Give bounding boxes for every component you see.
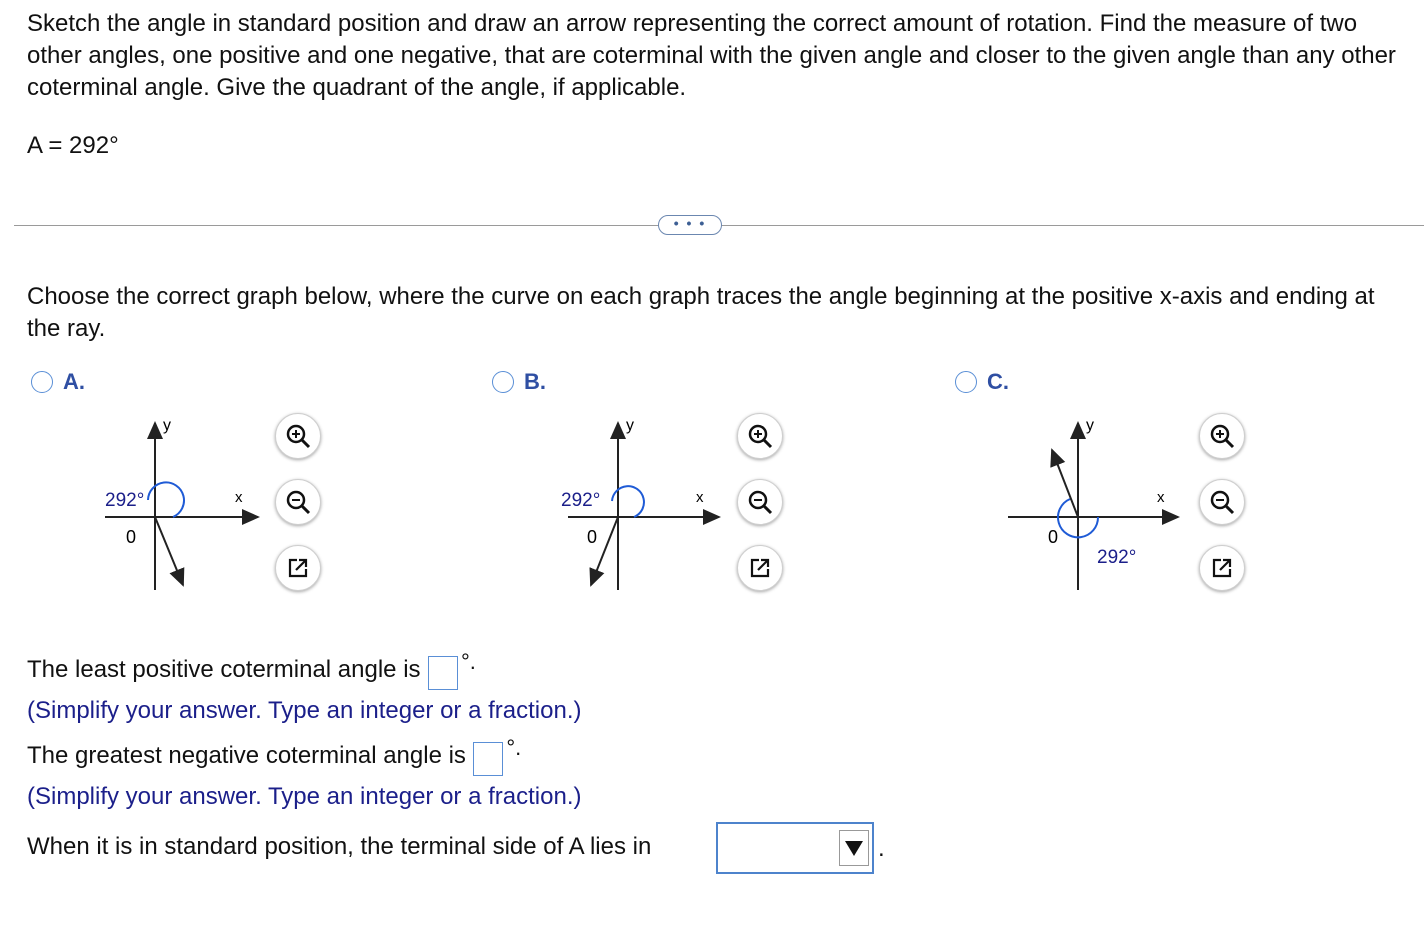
choice-c-radio[interactable] bbox=[955, 371, 977, 393]
origin-label: 0 bbox=[126, 527, 137, 547]
origin-label: 0 bbox=[1048, 527, 1059, 547]
choice-a-label: A. bbox=[63, 369, 85, 394]
angle-label: 292° bbox=[1097, 547, 1137, 568]
zoom-in-icon bbox=[285, 423, 311, 449]
popout-button[interactable] bbox=[275, 545, 321, 591]
popout-icon bbox=[748, 556, 772, 580]
quadrant-period: . bbox=[878, 835, 885, 862]
popout-button[interactable] bbox=[1199, 545, 1245, 591]
terminal-ray bbox=[1052, 450, 1078, 517]
choice-b-label: B. bbox=[524, 369, 546, 394]
given-angle: A = 292° bbox=[27, 132, 119, 159]
choice-a-radio[interactable] bbox=[31, 371, 53, 393]
quadrant-text: When it is in standard position, the terminal side of A lies in bbox=[27, 833, 652, 860]
choice-b[interactable] bbox=[492, 369, 546, 395]
more-button[interactable]: • • • bbox=[658, 215, 722, 235]
x-label: x bbox=[1157, 489, 1165, 506]
x-label: x bbox=[235, 489, 243, 506]
graph-a bbox=[95, 405, 275, 600]
least-positive-row bbox=[27, 649, 476, 690]
y-label: y bbox=[1086, 417, 1094, 434]
zoom-out-icon bbox=[285, 489, 311, 515]
zoom-out-button[interactable] bbox=[737, 479, 783, 525]
zoom-in-icon bbox=[747, 423, 773, 449]
least-positive-input[interactable] bbox=[428, 656, 458, 690]
greatest-negative-input[interactable] bbox=[473, 742, 503, 776]
zoom-out-button[interactable] bbox=[1199, 479, 1245, 525]
x-label: x bbox=[696, 489, 704, 506]
popout-icon bbox=[286, 556, 310, 580]
choice-b-radio[interactable] bbox=[492, 371, 514, 393]
zoom-out-button[interactable] bbox=[275, 479, 321, 525]
terminal-ray bbox=[155, 517, 183, 585]
greatest-negative-text: The greatest negative coterminal angle is bbox=[27, 742, 466, 769]
zoom-in-icon bbox=[1209, 423, 1235, 449]
zoom-in-button[interactable] bbox=[1199, 413, 1245, 459]
angle-arc bbox=[148, 482, 184, 517]
dropdown-button[interactable] bbox=[839, 830, 869, 866]
triangle-down-icon bbox=[844, 839, 864, 857]
zoom-out-icon bbox=[747, 489, 773, 515]
degree-symbol: °. bbox=[460, 649, 476, 674]
quadrant-select[interactable] bbox=[716, 822, 874, 874]
y-label: y bbox=[163, 417, 171, 434]
y-label: y bbox=[626, 417, 634, 434]
graph-b bbox=[556, 405, 736, 600]
degree-symbol: °. bbox=[506, 735, 522, 760]
origin-label: 0 bbox=[587, 527, 598, 547]
choice-c[interactable] bbox=[955, 369, 1009, 395]
popout-button[interactable] bbox=[737, 545, 783, 591]
popout-icon bbox=[1210, 556, 1234, 580]
least-positive-hint: (Simplify your answer. Type an integer or a fraction.) bbox=[27, 697, 582, 724]
least-positive-text: The least positive coterminal angle is bbox=[27, 656, 421, 683]
zoom-in-button[interactable] bbox=[275, 413, 321, 459]
choice-a[interactable] bbox=[31, 369, 85, 395]
greatest-negative-row bbox=[27, 735, 522, 776]
angle-label: 292° bbox=[561, 490, 601, 511]
graph-c bbox=[1000, 405, 1200, 600]
angle-arc bbox=[612, 486, 644, 517]
zoom-in-button[interactable] bbox=[737, 413, 783, 459]
instruction-text: Choose the correct graph below, where the curve on each graph traces the angle beginning at the positive x-axis and ending at the ray. bbox=[27, 283, 1375, 342]
zoom-out-icon bbox=[1209, 489, 1235, 515]
greatest-negative-hint: (Simplify your answer. Type an integer or a fraction.) bbox=[27, 783, 582, 810]
angle-label: 292° bbox=[105, 490, 145, 511]
question-text: Sketch the angle in standard position and draw an arrow representing the correct amount of rotation. Find the measure of two other angles, one positive and one negative, that are coterminal with the given angle and closer to the given angle than any other coterminal angle. Give the quadrant of the angle, if applicable. bbox=[27, 10, 1396, 101]
choice-c-label: C. bbox=[987, 369, 1009, 394]
